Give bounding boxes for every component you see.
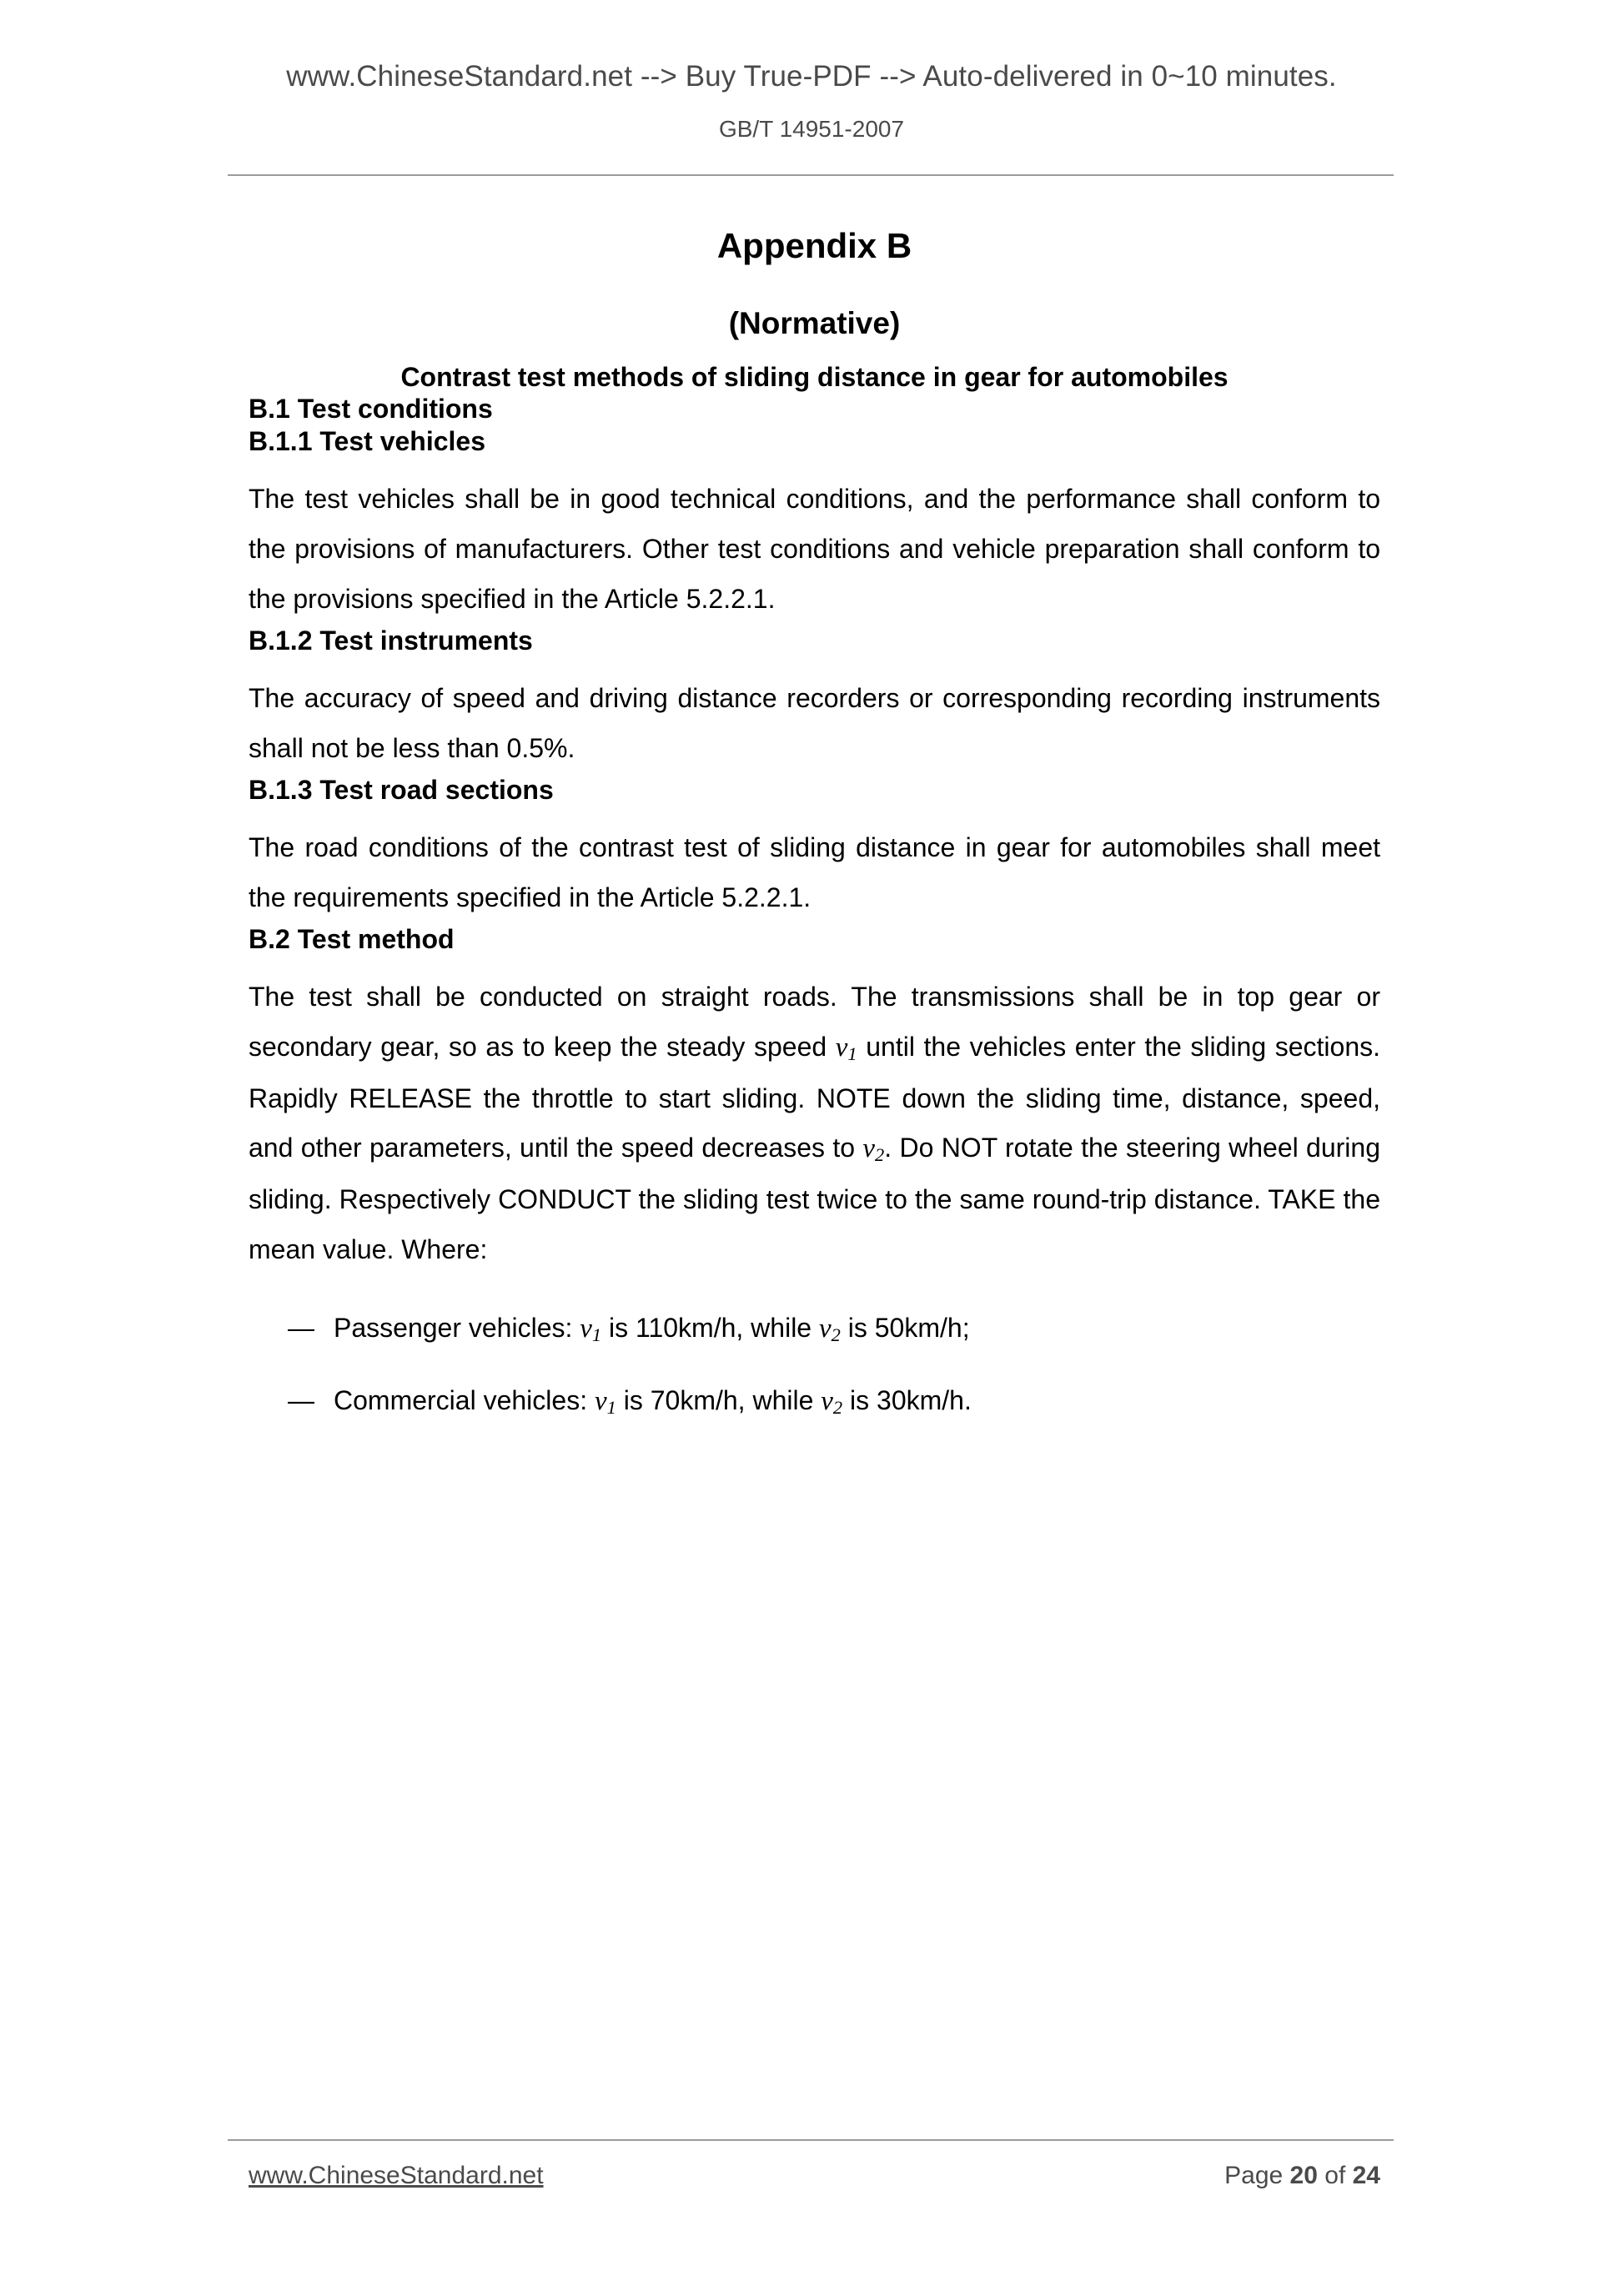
bullet-0-text-mid: is 110km/h, while [601, 1312, 819, 1343]
bullet-0-v2-subscript: 2 [831, 1324, 841, 1345]
variable-v2 [862, 1133, 885, 1166]
bullet-1-variable-v1 [594, 1386, 616, 1419]
page-total: 24 [1352, 2162, 1380, 2189]
watermark-header: www.ChineseStandard.net --> Buy True-PDF --> Auto-delivered in 0~10 minutes. [286, 60, 1337, 93]
paragraph-b1-2: The accuracy of speed and driving distance recorders or corresponding recording instruments shall not be less than 0.5%. [249, 682, 1380, 763]
variable-v2-symbol: v [862, 1133, 876, 1164]
page-footer [249, 2162, 1380, 2190]
bullet-1-text-before: Commercial vehicles: [334, 1385, 595, 1416]
appendix-subject-title: Contrast test methods of sliding distance in gear for automobiles [400, 361, 1229, 392]
paragraph-b2-part2: until the vehicles enter the sliding sections. Rapidly RELEASE the throttle to start sliding. NOTE down the sliding time, distance, speed, and other parameters, until the speed decreases to [249, 1031, 1381, 1163]
bullet-0-text-after: is 50km/h; [840, 1312, 970, 1343]
paragraph-b1-3: The road conditions of the contrast test of sliding distance in gear for automobiles shall meet the requirements specified in the Article 5.2.2.1. [249, 831, 1380, 912]
appendix-title: Appendix B [716, 226, 912, 265]
footer-website-link[interactable]: www.ChineseStandard.net [249, 2162, 544, 2189]
paragraph-b2 [249, 972, 1380, 1275]
variable-v2-subscript: 2 [875, 1144, 885, 1166]
bullet-1-v2-subscript: 2 [832, 1397, 843, 1419]
list-item [249, 1376, 1380, 1428]
list-item [249, 1304, 1380, 1355]
bullet-1-variable-v2 [821, 1386, 843, 1419]
paragraph-b1-1: The test vehicles shall be in good technical conditions, and the performance shall conform to the provisions of manufacturers. Other test conditions and vehicle preparation shall conform to the provisions specified in the Article 5.2.2.1. [249, 484, 1380, 614]
variable-v1-symbol: v [835, 1032, 848, 1063]
variable-v1-subscript: 1 [847, 1042, 857, 1064]
bullet-0-text-before: Passenger vehicles: [334, 1312, 580, 1343]
section-heading-b2: B.2 Test method [249, 923, 455, 954]
list-dash-marker: — [288, 1312, 314, 1343]
section-heading-b1-3: B.1.3 Test road sections [249, 774, 554, 805]
bullet-0-v1-symbol: v [580, 1313, 592, 1344]
bullet-0-variable-v2 [819, 1314, 841, 1344]
page-label: Page [1224, 2162, 1290, 2189]
bullet-0-v2-symbol: v [818, 1313, 832, 1344]
content-column [249, 0, 1380, 1449]
bullet-1-text-after: is 30km/h. [842, 1385, 972, 1416]
speed-conditions-list [249, 1304, 1380, 1428]
paragraph-b2-part1: The test shall be conducted on straight roads. The transmissions shall be in top gear or secondary gear, so as to keep the steady speed [249, 982, 1380, 1062]
section-heading-b1-2: B.1.2 Test instruments [249, 625, 533, 656]
variable-v1 [836, 1032, 857, 1063]
paragraph-b2-part3: . Do NOT rotate the steering wheel during sliding. Respectively CONDUCT the sliding test twice to the same round-trip distance. TAKE the mean value. Where: [249, 1133, 1381, 1264]
bullet-1-v1-symbol: v [594, 1386, 607, 1417]
bullet-0-variable-v1 [580, 1314, 601, 1344]
section-heading-b1: B.1 Test conditions [249, 394, 493, 425]
bullet-1-v2-symbol: v [821, 1386, 833, 1417]
normative-label: (Normative) [728, 306, 901, 341]
page-of-label: of [1317, 2162, 1353, 2189]
page-current: 20 [1289, 2162, 1318, 2189]
page-number-indicator [1224, 2162, 1380, 2190]
bullet-1-v1-subscript: 1 [606, 1397, 616, 1419]
list-dash-marker: — [288, 1385, 314, 1416]
bullet-0-v1-subscript: 1 [591, 1324, 602, 1345]
bullet-1-text-mid: is 70km/h, while [616, 1385, 822, 1416]
footer-divider [228, 2139, 1394, 2141]
section-heading-b1-1: B.1.1 Test vehicles [249, 425, 485, 456]
document-standard-code: GB/T 14951-2007 [718, 116, 905, 142]
